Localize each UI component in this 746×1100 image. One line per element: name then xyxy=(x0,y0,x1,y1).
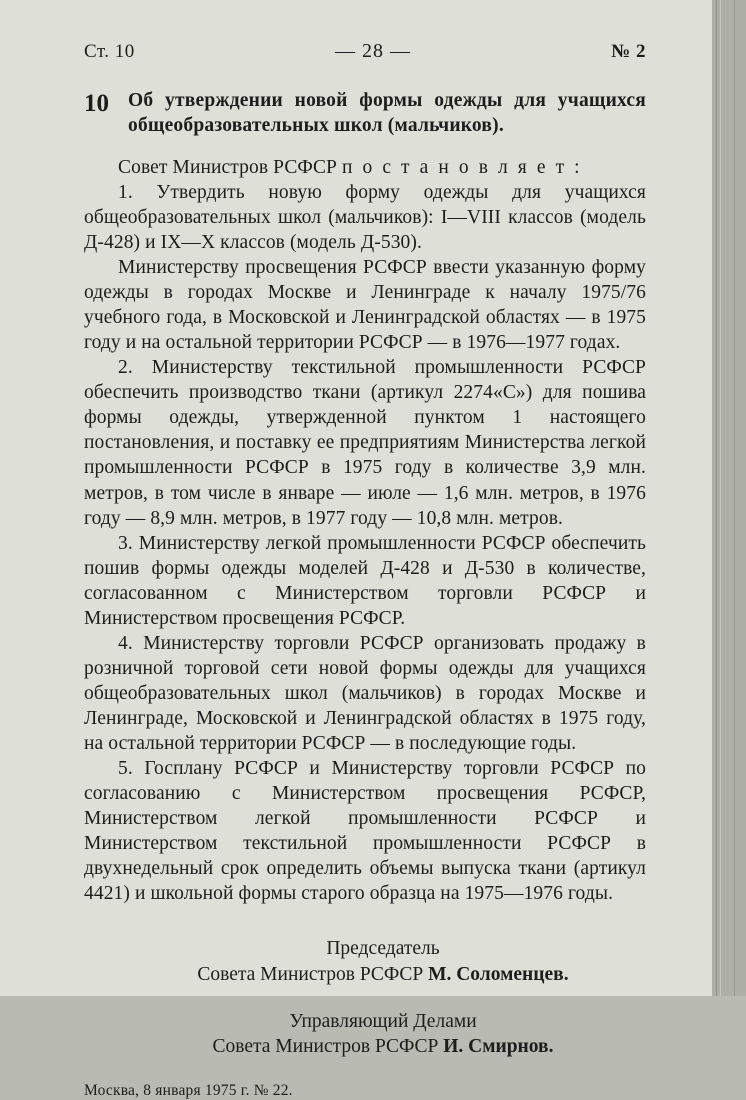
paragraph-2: 2. Министерству текстильной промышленности РСФСР обеспечить производство ткани (артикул 2274«С») для пошива формы одежды, утвержденной пунктом 1 настоящего постановления, и поставку ее предприятиям Министерства легкой промышленности РСФСР в 1975 году в количестве 3,9 млн. метров, в том числе в январе — июле — 1,6 млн. метров, в 1976 году — 8,9 млн. метров, в 1977 году — 10,8 млн. метров. xyxy=(84,357,646,529)
document-colophon: Москва, 8 января 1975 г. № 22. xyxy=(84,1081,293,1099)
gutter-line xyxy=(720,0,721,996)
running-head-left: Ст. 10 xyxy=(84,41,135,62)
lead-subject: Совет Министров РСФСР xyxy=(118,156,337,178)
paragraph-1a: Министерству просвещения РСФСР ввести указанную форму одежды в городах Москве и Ленинграде к началу 1975/76 учебного года, в Московской и Ленинградской областях — в 1975 году и на остальной территории РСФСР — в 1976—1977 годах. xyxy=(84,257,646,354)
signature-manager xyxy=(84,1009,646,1060)
article-number: 10 xyxy=(84,90,109,117)
book-gutter xyxy=(712,0,746,996)
signature-name: М. Соломенцев. xyxy=(428,963,569,985)
lead-verb: п о с т а н о в л я е т : xyxy=(341,156,583,178)
signature-line xyxy=(84,1034,646,1059)
paragraph-4: 4. Министерству торговли РСФСР организовать продажу в розничной торговой сети новой формы одежды для учащихся общеобразовательных школ (мальчиков) в городах Москве и Ленинграде, Московской и Ленинградской областях в 1975 году, на остальной территории РСФСР — в последующие годы. xyxy=(84,632,646,754)
paragraph-1: 1. Утвердить новую форму одежды для учащихся общеобразовательных школ (мальчиков): I—VIII классов (модель Д-428) и IX—X классов (модель Д-530). xyxy=(84,181,646,254)
page-number: — 28 — xyxy=(334,40,411,62)
signature-name: И. Смирнов. xyxy=(443,1036,554,1058)
gutter-line xyxy=(734,0,735,996)
article-title-block xyxy=(84,89,646,139)
article-title: Об утверждении новой формы одежды для учащихся общеобразовательных школ (мальчиков). xyxy=(128,90,646,136)
article-body xyxy=(84,155,646,906)
paragraph-3: 3. Министерству легкой промышленности РСФСР обеспечить пошив формы одежды моделей Д-428 и Д-530 в количестве, согласованном с Министерством торговли РСФСР и Министерством просвещения РСФСР. xyxy=(84,532,646,629)
signature-role: Председатель xyxy=(326,938,440,960)
signature-chairman xyxy=(84,936,646,987)
signature-role: Управляющий Делами xyxy=(289,1011,477,1032)
paragraph-5: 5. Госплану РСФСР и Министерству торговли РСФСР по согласованию с Министерством просвещения РСФСР, Министерством легкой промышленности РСФСР и Министерством текстильной промышленности РСФСР в двухнедельный срок определить объемы выпуска ткани (артикул 4421) и школьной формы старого образца на 1975—1976 годы. xyxy=(84,758,646,905)
gutter-line xyxy=(716,0,717,996)
signature-office: Совета Министров РСФСР xyxy=(197,963,424,985)
page-content xyxy=(84,40,646,1100)
issue-number: № 2 xyxy=(611,41,646,62)
paragraph-lead xyxy=(84,155,646,180)
signature-office: Совета Министров РСФСР xyxy=(212,1036,439,1058)
running-head xyxy=(84,40,646,63)
signature-line xyxy=(84,962,646,987)
signature-block xyxy=(84,936,646,1059)
